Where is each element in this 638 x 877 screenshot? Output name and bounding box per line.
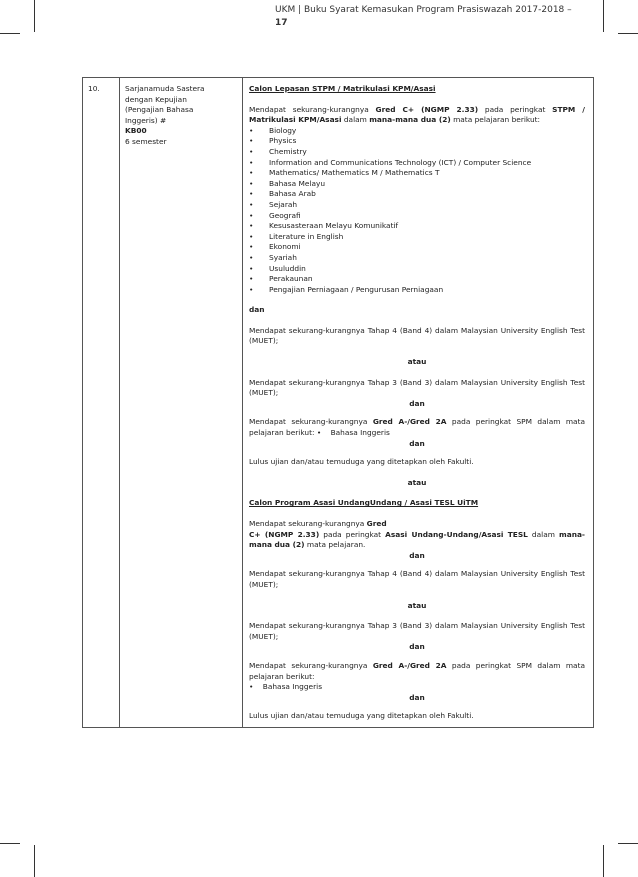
crop-mark xyxy=(34,0,35,32)
spm-requirement: Mendapat sekurang-kurangnya Gred A-/Gred 2A pada peringkat SPM dalam mata pelajaran berikut: • Bahasa Inggeris xyxy=(249,417,585,438)
crop-mark xyxy=(603,845,604,877)
connector-atau: atau xyxy=(407,357,427,367)
list-item: • Physics xyxy=(249,136,297,146)
requirements-cell xyxy=(243,78,594,728)
stpm-heading: Calon Lepasan STPM / Matrikulasi KPM/Asasi xyxy=(249,84,436,93)
table-row xyxy=(83,78,594,728)
program-name-line: dengan Kepujian xyxy=(125,94,187,104)
row-number: 10. xyxy=(83,78,120,728)
asasi-requirement: C+ (NGMP 2.33) pada peringkat Asasi Undang-Undang/Asasi TESL dalam mana-mana dua (2) mata pelajaran. xyxy=(249,529,586,550)
list-item: • Geografi xyxy=(249,210,301,220)
muet-band3: Mendapat sekurang-kurangnya Tahap 3 (Band 3) dalam Malaysian University English Test (MUET); xyxy=(249,621,585,641)
list-item: • Bahasa Arab xyxy=(249,189,316,199)
list-item: • Sejarah xyxy=(249,199,298,209)
connector-dan: dan xyxy=(409,438,425,448)
bullet-icon: • xyxy=(249,210,254,220)
bullet-icon: • xyxy=(249,178,254,188)
bullet-icon: • xyxy=(249,189,254,199)
requirements-table xyxy=(82,77,594,728)
connector-atau: atau xyxy=(407,477,427,487)
bullet-icon: • xyxy=(249,231,254,241)
connector-dan: dan xyxy=(409,398,425,408)
list-item: • Usuluddin xyxy=(249,263,306,273)
program-name-line: (Pengajian Bahasa xyxy=(125,105,194,115)
stpm-requirement: Mendapat sekurang-kurangnya Gred C+ (NGMP 2.33) pada peringkat STPM / Matrikulasi KPM/Asasi dalam mana-mana dua (2) mata pelajaran berikut: xyxy=(249,104,585,125)
program-code: KB00 xyxy=(125,126,147,136)
connector-dan: dan xyxy=(409,692,425,702)
header-title: UKM | Buku Syarat Kemasukan Program Prasiswazah 2017-2018 – xyxy=(275,5,572,15)
bullet-icon: • xyxy=(249,168,254,178)
connector-dan: dan xyxy=(409,550,425,560)
crop-mark xyxy=(603,0,604,32)
bullet-icon: • xyxy=(316,428,322,438)
spm-requirement: Mendapat sekurang-kurangnya Gred A-/Gred 2A pada peringkat SPM dalam mata pelajaran berikut: xyxy=(249,660,585,681)
bullet-icon: • xyxy=(249,125,254,135)
subject-list xyxy=(249,126,585,296)
bullet-icon: • xyxy=(249,157,254,167)
muet-band4: Mendapat sekurang-kurangnya Tahap 4 (Band 4) dalam Malaysian University English Test (MUET); xyxy=(249,325,585,346)
asasi-heading: Calon Program Asasi UndangUndang / Asasi TESL UiTM xyxy=(249,498,479,508)
program-duration: 6 semester xyxy=(125,136,167,146)
list-item: • Chemistry xyxy=(249,146,307,156)
bullet-icon: • xyxy=(249,199,254,209)
interview-requirement: Lulus ujian dan/atau temuduga yang ditetapkan oleh Fakulti. xyxy=(249,457,474,467)
bullet-icon: • xyxy=(249,242,254,252)
list-item: • Kesusasteraan Melayu Komunikatif xyxy=(249,221,399,231)
crop-mark xyxy=(618,33,638,34)
list-item: • Ekonomi xyxy=(249,242,301,252)
bullet-icon: • xyxy=(249,146,254,156)
program-name-line: Inggeris) # xyxy=(125,115,167,125)
bullet-icon: • xyxy=(249,284,254,294)
bullet-icon: • xyxy=(249,252,254,262)
list-item: • Syariah xyxy=(249,252,297,262)
asasi-requirement-line1: Mendapat sekurang-kurangnya Gred xyxy=(249,519,387,528)
connector-dan: dan xyxy=(409,642,425,652)
bullet-icon: • xyxy=(249,136,254,146)
program-name-line: Sarjanamuda Sastera xyxy=(125,84,205,93)
crop-mark xyxy=(0,843,20,844)
interview-requirement: Lulus ujian dan/atau temuduga yang ditetapkan oleh Fakulti. xyxy=(249,711,474,721)
connector-atau: atau xyxy=(407,600,427,610)
crop-mark xyxy=(0,33,20,34)
page-number: 17 xyxy=(275,18,288,28)
list-item: • Bahasa Inggeris xyxy=(249,682,323,692)
crop-mark xyxy=(34,845,35,877)
muet-band4: Mendapat sekurang-kurangnya Tahap 4 (Band 4) dalam Malaysian University English Test (MUET); xyxy=(249,569,585,589)
crop-mark xyxy=(618,843,638,844)
muet-band3: Mendapat sekurang-kurangnya Tahap 3 (Band 3) dalam Malaysian University English Test (MUET); xyxy=(249,377,585,398)
list-item: • Perakaunan xyxy=(249,274,313,284)
list-item: • Pengajian Perniagaan / Pengurusan Perniagaan xyxy=(249,284,444,294)
bullet-icon: • xyxy=(249,221,254,231)
list-item: • Biology xyxy=(249,125,297,135)
bullet-icon: • xyxy=(249,682,254,692)
bullet-icon: • xyxy=(249,274,254,284)
connector-dan: dan xyxy=(249,305,265,315)
bullet-icon: • xyxy=(249,263,254,273)
list-item: • Information and Communications Technology (ICT) / Computer Science xyxy=(249,157,532,167)
list-item: • Bahasa Melayu xyxy=(249,178,326,188)
program-cell xyxy=(120,78,243,728)
list-item: • Mathematics/ Mathematics M / Mathematics T xyxy=(249,168,440,178)
list-item: • Literature in English xyxy=(249,231,344,241)
page-header xyxy=(275,4,595,30)
